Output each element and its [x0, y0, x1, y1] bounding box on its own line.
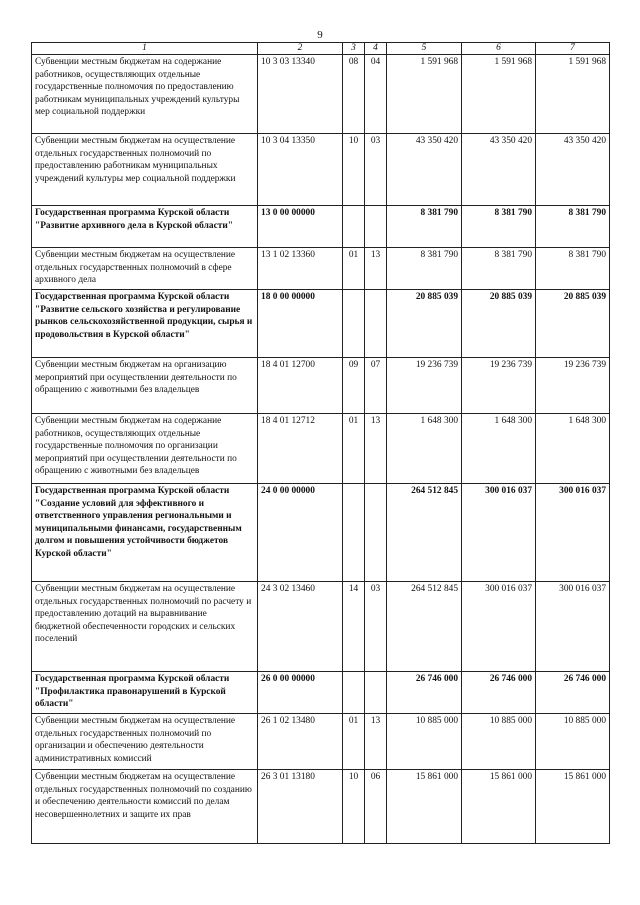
- row-name: Субвенции местным бюджетам на осуществление отдельных государственных полномочий по созданию и обеспечению деятельности комиссий по делам несовершеннолетних и защите их прав: [32, 770, 258, 844]
- table-row: [32, 484, 610, 582]
- row-value-1: 264 512 845: [387, 582, 462, 672]
- row-value-1: 20 885 039: [387, 290, 462, 358]
- header-col-7: 7: [536, 43, 610, 55]
- row-section: 14: [343, 582, 365, 672]
- row-section: 10: [343, 134, 365, 206]
- row-subsection: [365, 484, 387, 582]
- row-value-1: 8 381 790: [387, 206, 462, 248]
- row-value-3: 43 350 420: [536, 134, 610, 206]
- row-subsection: 07: [365, 358, 387, 414]
- row-value-1: 1 591 968: [387, 55, 462, 134]
- row-code: 10 3 04 13350: [258, 134, 343, 206]
- table-row: [32, 672, 610, 714]
- row-value-2: 1 591 968: [462, 55, 536, 134]
- row-subsection: 04: [365, 55, 387, 134]
- row-name: Субвенции местным бюджетам на содержание работников, осуществляющих отдельные государственные полномочия по организации мероприятий при осуществлении деятельности по обращению с животными без владельцев: [32, 414, 258, 484]
- row-section: [343, 290, 365, 358]
- page-number: 9: [317, 29, 323, 41]
- row-name: Субвенции местным бюджетам на осуществление отдельных государственных полномочий по организации и обеспечению деятельности административных комиссий: [32, 714, 258, 770]
- row-section: 01: [343, 248, 365, 290]
- row-value-3: 300 016 037: [536, 484, 610, 582]
- row-code: 18 4 01 12712: [258, 414, 343, 484]
- header-row: [32, 43, 610, 55]
- row-code: 24 3 02 13460: [258, 582, 343, 672]
- header-col-3: 3: [343, 43, 365, 55]
- row-name: Субвенции местным бюджетам на осуществление отдельных государственных полномочий в сфере архивного дела: [32, 248, 258, 290]
- row-value-1: 10 885 000: [387, 714, 462, 770]
- row-subsection: [365, 672, 387, 714]
- row-code: 13 1 02 13360: [258, 248, 343, 290]
- table-row: [32, 206, 610, 248]
- row-value-1: 1 648 300: [387, 414, 462, 484]
- row-code: 18 0 00 00000: [258, 290, 343, 358]
- row-section: [343, 206, 365, 248]
- row-value-1: 26 746 000: [387, 672, 462, 714]
- table-row: [32, 358, 610, 414]
- row-subsection: 13: [365, 414, 387, 484]
- row-code: 26 3 01 13180: [258, 770, 343, 844]
- table-row: [32, 55, 610, 134]
- row-name: Государственная программа Курской области "Развитие сельского хозяйства и регулирование рынков сельскохозяйственной продукции, сырья и продовольствия в Курской области": [32, 290, 258, 358]
- row-section: 08: [343, 55, 365, 134]
- row-subsection: 13: [365, 248, 387, 290]
- row-name: Государственная программа Курской области "Создание условий для эффективного и ответственного управления региональными и муниципальными финансами, государственным долгом и повышения устойчивости бюджетов Курской области": [32, 484, 258, 582]
- row-value-2: 8 381 790: [462, 206, 536, 248]
- row-value-2: 8 381 790: [462, 248, 536, 290]
- row-value-1: 15 861 000: [387, 770, 462, 844]
- row-value-2: 26 746 000: [462, 672, 536, 714]
- table-row: [32, 582, 610, 672]
- row-code: 24 0 00 00000: [258, 484, 343, 582]
- table-row: [32, 770, 610, 844]
- row-code: 13 0 00 00000: [258, 206, 343, 248]
- row-subsection: 03: [365, 134, 387, 206]
- row-value-2: 43 350 420: [462, 134, 536, 206]
- row-value-3: 19 236 739: [536, 358, 610, 414]
- row-value-2: 20 885 039: [462, 290, 536, 358]
- table-row: [32, 248, 610, 290]
- row-subsection: 03: [365, 582, 387, 672]
- row-section: 01: [343, 414, 365, 484]
- budget-table: [31, 42, 610, 844]
- row-value-2: 1 648 300: [462, 414, 536, 484]
- header-col-2: 2: [258, 43, 343, 55]
- row-value-3: 1 648 300: [536, 414, 610, 484]
- row-value-2: 10 885 000: [462, 714, 536, 770]
- row-name: Государственная программа Курской области "Профилактика правонарушений в Курской области": [32, 672, 258, 714]
- header-col-1: 1: [32, 43, 258, 55]
- row-value-3: 1 591 968: [536, 55, 610, 134]
- row-name: Субвенции местным бюджетам на организацию мероприятий при осуществлении деятельности по обращению с животными без владельцев: [32, 358, 258, 414]
- row-value-1: 43 350 420: [387, 134, 462, 206]
- row-value-3: 8 381 790: [536, 206, 610, 248]
- row-name: Государственная программа Курской области "Развитие архивного дела в Курской области": [32, 206, 258, 248]
- row-value-3: 8 381 790: [536, 248, 610, 290]
- row-subsection: 06: [365, 770, 387, 844]
- row-subsection: [365, 290, 387, 358]
- row-value-1: 264 512 845: [387, 484, 462, 582]
- header-col-4: 4: [365, 43, 387, 55]
- row-value-3: 15 861 000: [536, 770, 610, 844]
- row-section: 01: [343, 714, 365, 770]
- row-value-2: 15 861 000: [462, 770, 536, 844]
- header-col-5: 5: [387, 43, 462, 55]
- row-name: Субвенции местным бюджетам на содержание работников, осуществляющих отдельные государственные полномочия по предоставлению работникам муниципальных учреждений культуры мер социальной поддержки: [32, 55, 258, 134]
- header-col-6: 6: [462, 43, 536, 55]
- row-value-2: 19 236 739: [462, 358, 536, 414]
- row-value-2: 300 016 037: [462, 582, 536, 672]
- row-name: Субвенции местным бюджетам на осуществление отдельных государственных полномочий по расчету и предоставлению дотаций на выравнивание бюджетной обеспеченности городских и сельских поселений: [32, 582, 258, 672]
- row-section: 09: [343, 358, 365, 414]
- row-code: 26 0 00 00000: [258, 672, 343, 714]
- row-value-1: 19 236 739: [387, 358, 462, 414]
- table-row: [32, 134, 610, 206]
- row-code: 18 4 01 12700: [258, 358, 343, 414]
- row-code: 26 1 02 13480: [258, 714, 343, 770]
- row-value-1: 8 381 790: [387, 248, 462, 290]
- row-name: Субвенции местным бюджетам на осуществление отдельных государственных полномочий по предоставлению работникам муниципальных учреждений культуры мер социальной поддержки: [32, 134, 258, 206]
- row-subsection: 13: [365, 714, 387, 770]
- row-section: [343, 672, 365, 714]
- table-row: [32, 290, 610, 358]
- row-section: 10: [343, 770, 365, 844]
- row-subsection: [365, 206, 387, 248]
- row-value-3: 20 885 039: [536, 290, 610, 358]
- row-section: [343, 484, 365, 582]
- table-row: [32, 714, 610, 770]
- row-value-3: 10 885 000: [536, 714, 610, 770]
- row-value-3: 26 746 000: [536, 672, 610, 714]
- row-value-2: 300 016 037: [462, 484, 536, 582]
- row-value-3: 300 016 037: [536, 582, 610, 672]
- table-row: [32, 414, 610, 484]
- row-code: 10 3 03 13340: [258, 55, 343, 134]
